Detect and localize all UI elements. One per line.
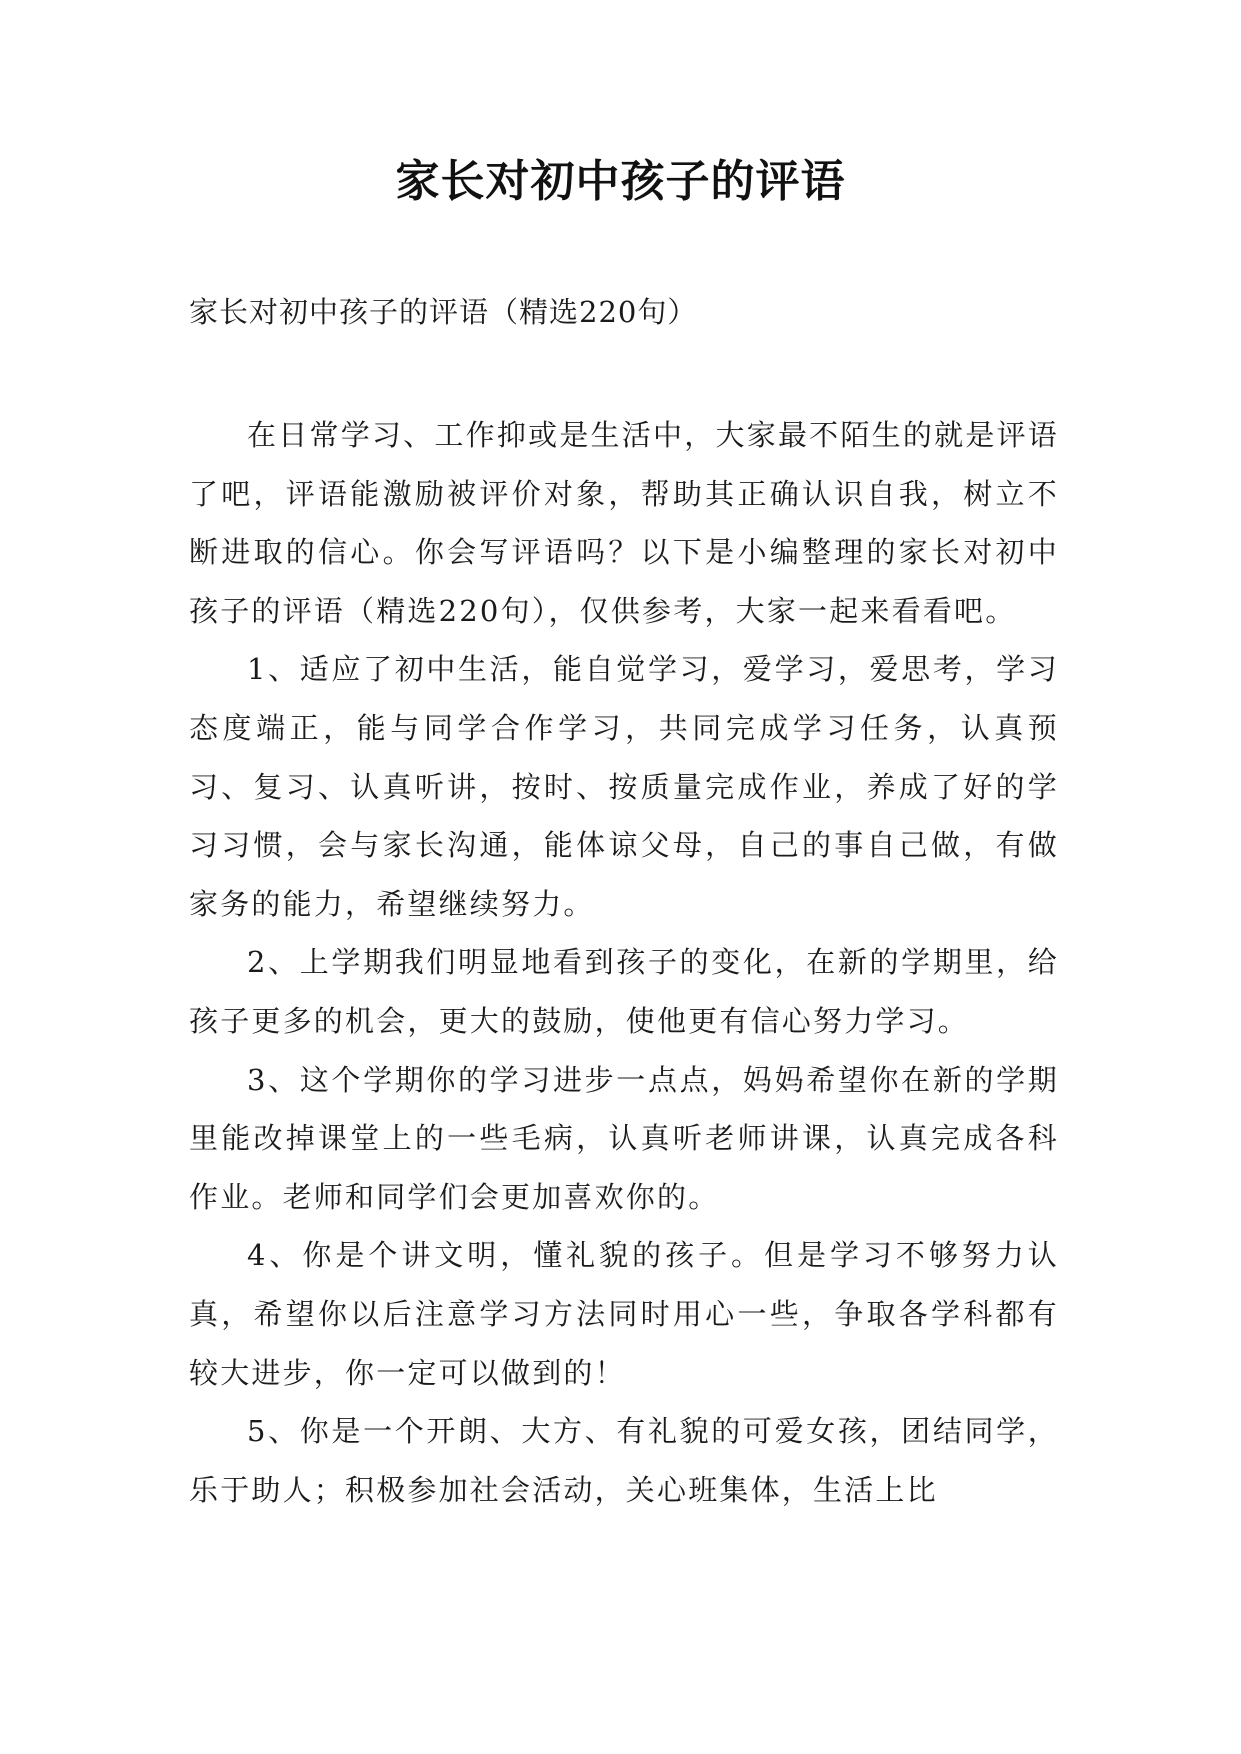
comment-paragraph-3: 3、这个学期你的学习进步一点点，妈妈希望你在新的学期里能改掉课堂上的一些毛病，认真听老师讲课，认真完成各科作业。老师和同学们会更加喜欢你的。 <box>189 1062 1059 1214</box>
document-body <box>189 406 1059 1519</box>
intro-paragraph: 在日常学习、工作抑或是生活中，大家最不陌生的就是评语了吧，评语能激励被评价对象，帮助其正确认识自我，树立不断进取的信心。你会写评语吗？以下是小编整理的家长对初中孩子的评语（精选220句），仅供参考，大家一起来看看吧。 <box>189 418 1059 628</box>
comment-paragraph-5: 5、你是一个开朗、大方、有礼貌的可爱女孩，团结同学，乐于助人；积极参加社会活动，关心班集体，生活上比 <box>189 1414 1059 1507</box>
document-title: 家长对初中孩子的评语 <box>395 156 846 207</box>
comment-paragraph-1: 1、适应了初中生活，能自觉学习，爱学习，爱思考，学习态度端正，能与同学合作学习，共同完成学习任务，认真预习、复习、认真听讲，按时、按质量完成作业，养成了好的学习习惯，会与家长沟通，能体谅父母，自己的事自己做，有做家务的能力，希望继续努力。 <box>189 652 1059 921</box>
document-subtitle: 家长对初中孩子的评语（精选220句） <box>189 295 698 329</box>
comment-paragraph-2: 2、上学期我们明显地看到孩子的变化，在新的学期里，给孩子更多的机会，更大的鼓励，使他更有信心努力学习。 <box>189 945 1059 1038</box>
comment-paragraph-4: 4、你是个讲文明，懂礼貌的孩子。但是学习不够努力认真，希望你以后注意学习方法同时用心一些，争取各学科都有较大进步，你一定可以做到的！ <box>189 1238 1059 1390</box>
